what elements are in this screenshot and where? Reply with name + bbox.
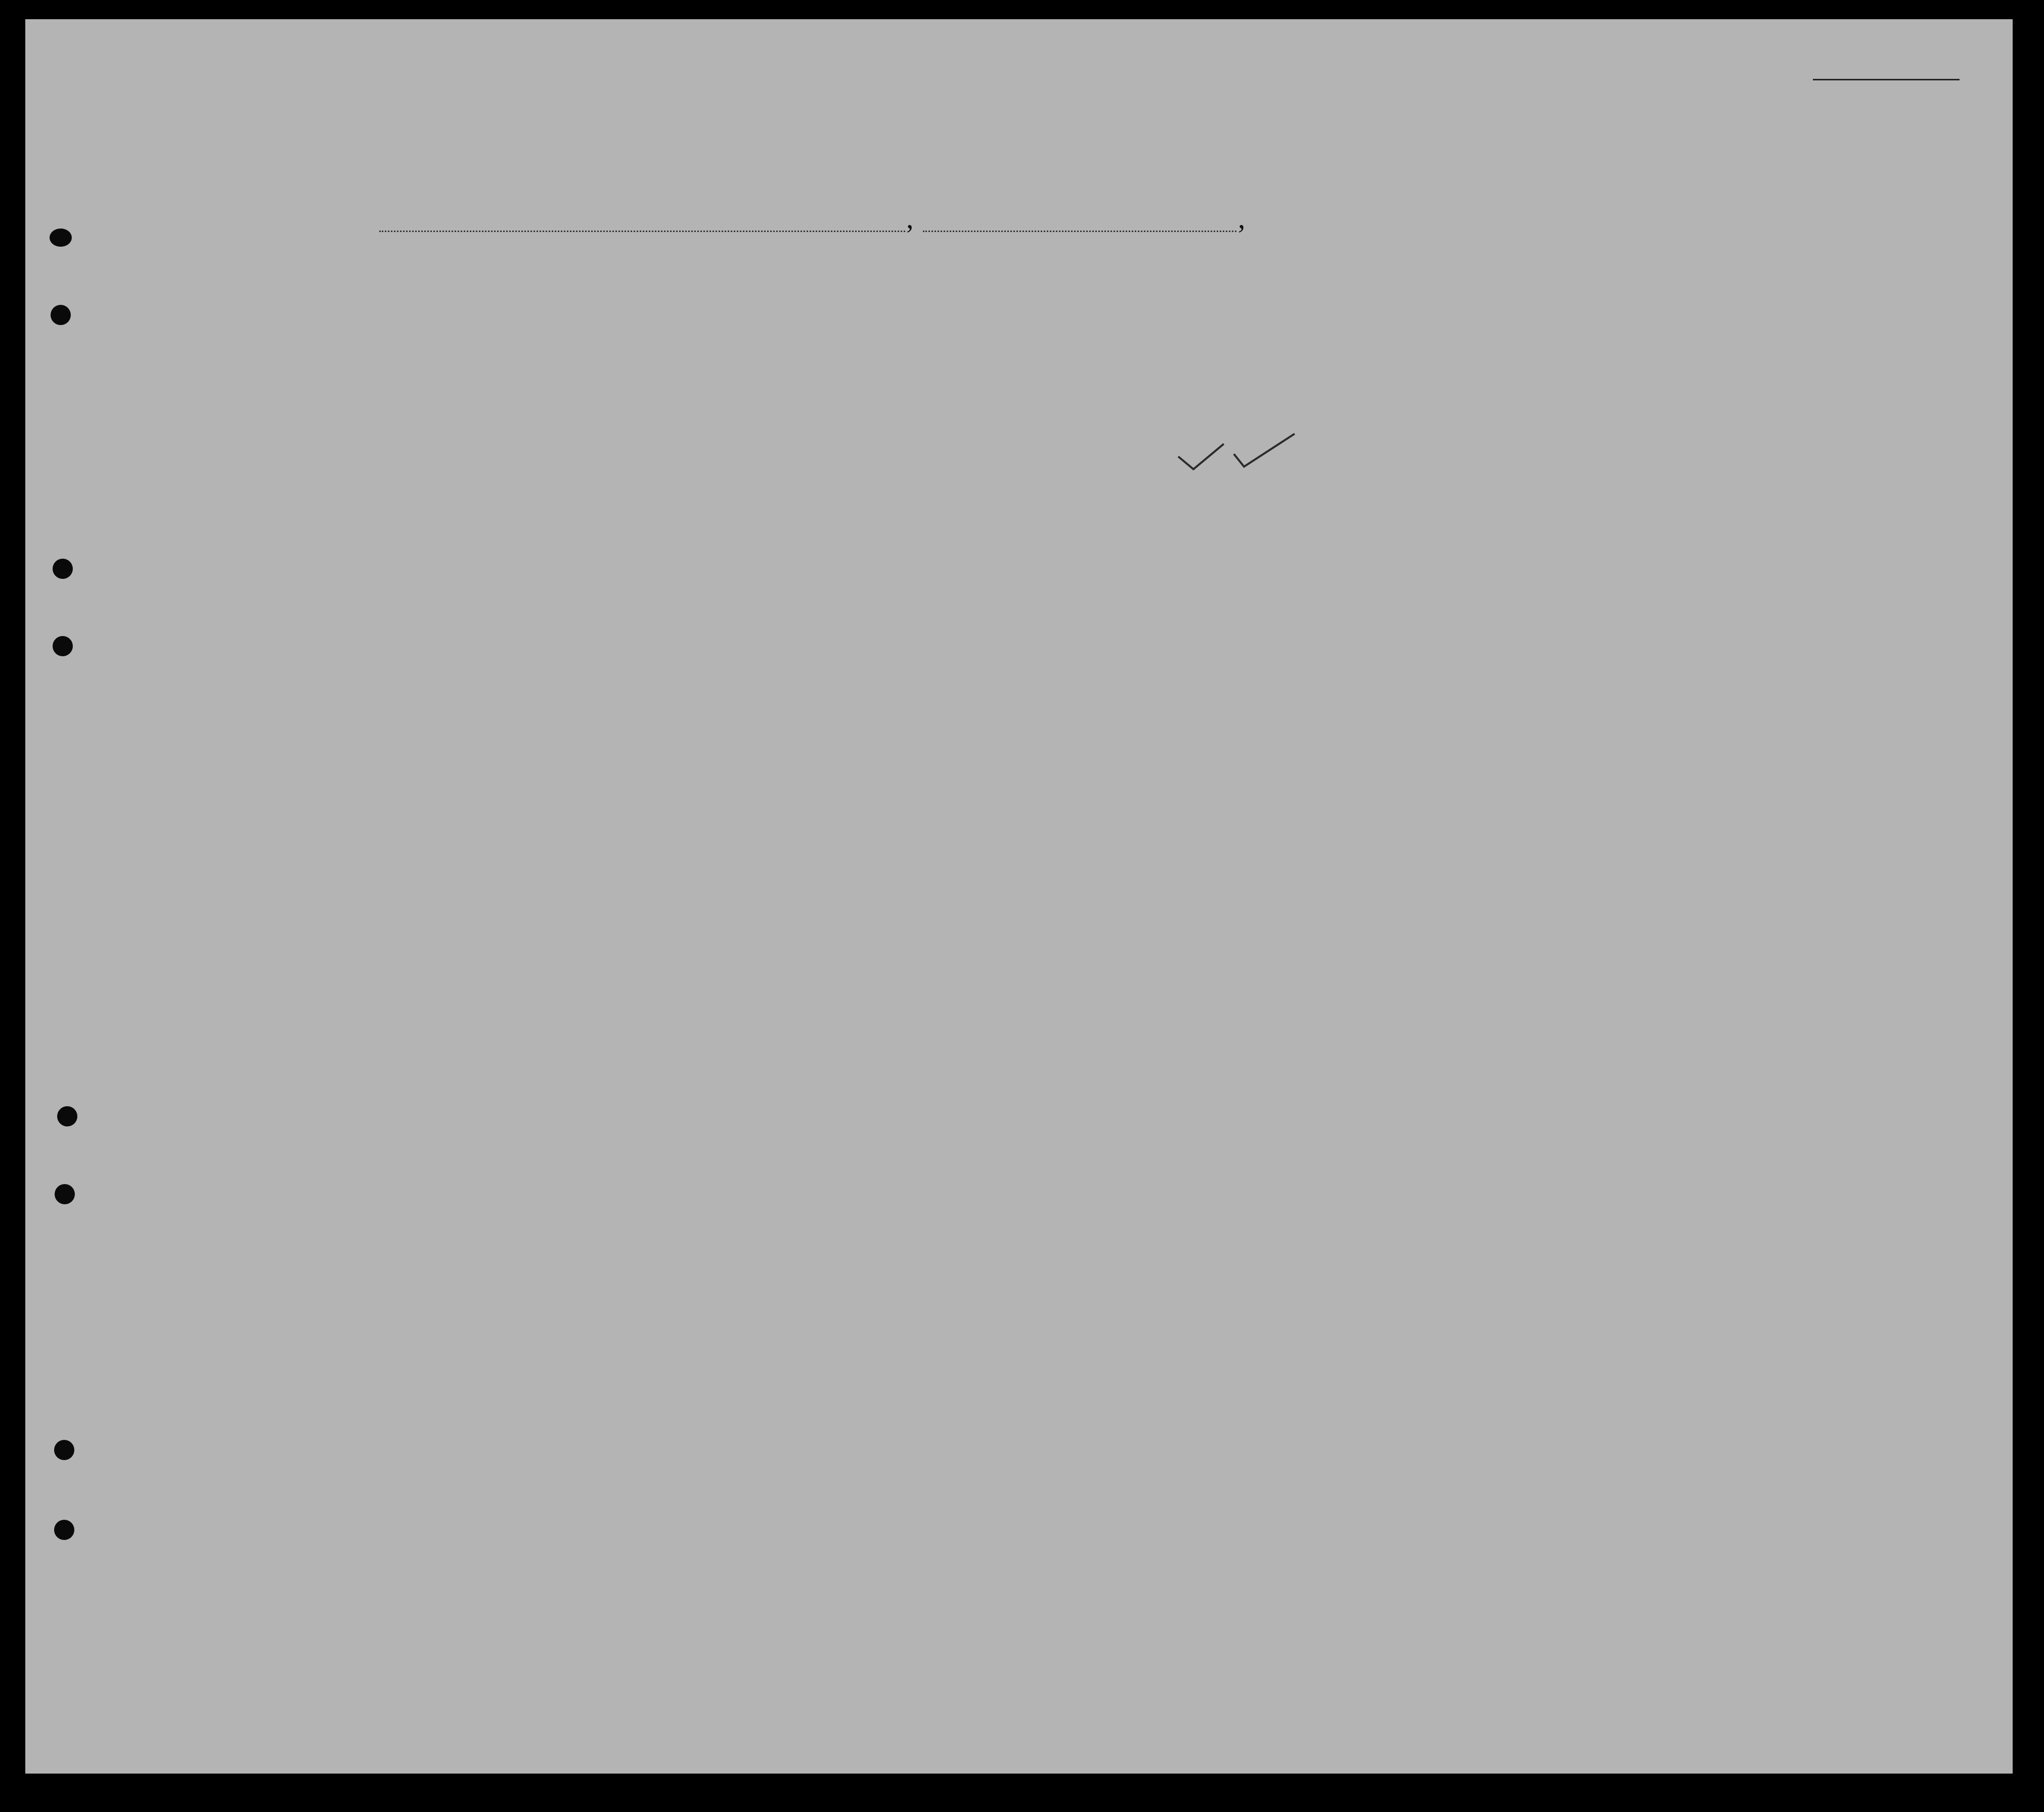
header-citizen-intent xyxy=(1287,315,1310,431)
punch-hole xyxy=(51,305,71,325)
header-anarchist xyxy=(1396,307,1413,429)
header-feet xyxy=(1700,373,1723,424)
header-polygamist xyxy=(1363,307,1381,429)
punch-hole xyxy=(54,1440,74,1460)
punch-hole xyxy=(53,636,73,656)
comma: , xyxy=(1238,202,1246,235)
punch-hole xyxy=(57,1106,77,1126)
header-labor-offer xyxy=(1484,307,1517,429)
header-return-intent xyxy=(1172,315,1204,431)
punch-hole xyxy=(50,229,72,247)
header-fifty-dollars xyxy=(731,300,753,421)
punch-hole xyxy=(55,1184,75,1204)
punch-hole xyxy=(54,1520,74,1540)
header-overthrow xyxy=(1418,307,1474,429)
handwritten-tick-marks xyxy=(1173,429,1305,474)
header-prison xyxy=(1327,307,1355,429)
punch-hole xyxy=(53,559,73,579)
header-inches xyxy=(1725,373,1748,424)
comma: , xyxy=(906,202,914,235)
manifest-grid xyxy=(25,19,2013,1774)
manifest-page xyxy=(25,19,2013,1774)
header-deported xyxy=(1535,307,1558,429)
header-ticket xyxy=(613,300,638,421)
header-length-of-stay xyxy=(1211,315,1236,431)
